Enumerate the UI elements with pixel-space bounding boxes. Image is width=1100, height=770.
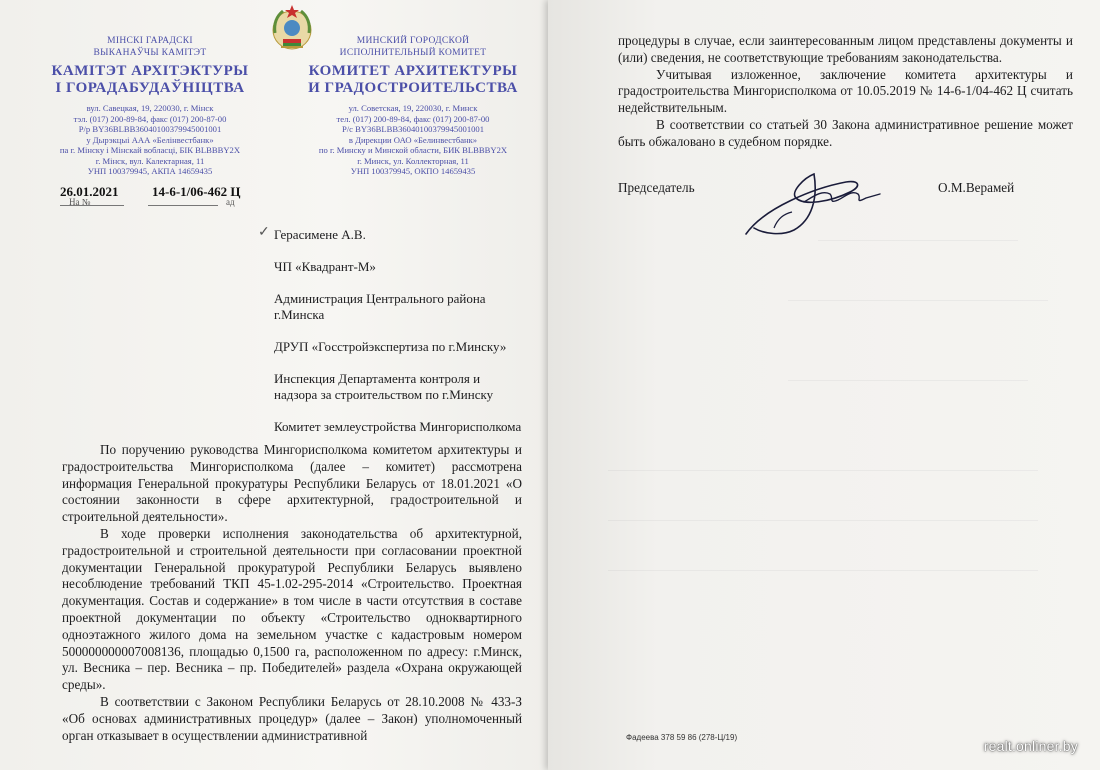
reference-date-label: ад: [226, 197, 235, 207]
letterhead-by-detail: у Дырэкцыі ААА «Белінвестбанк»: [86, 134, 214, 145]
letterhead-by-line1: МІНСКІ ГАРАДСКІ: [107, 36, 193, 46]
recipient: ДРУП «Госстройэкспертиза по г.Минску»: [274, 339, 507, 354]
letterhead-ru-detail: по г. Минску и Минской области, БИК BLBBBY2X: [318, 145, 508, 155]
letter-number: 14-6-1/06-462 Ц: [152, 184, 241, 199]
letterhead-by-title2: І ГОРАДАБУДАЎНІЦТВА: [55, 80, 245, 96]
letterhead-russian: [288, 36, 538, 177]
letterhead-by-detail: па г. Мінску і Мінскай вобласці, БІК BLBBBY2X: [59, 145, 241, 155]
body-paragraph: Учитывая изложенное, заключение комитета архитектуры и градостроительства Мингорисполкома от 10.05.2019 № 14-6-1/04-462 Ц считать недействительным.: [618, 66, 1073, 116]
check-mark-icon: ✓: [258, 225, 270, 240]
letterhead-by-detail: тэл. (017) 200-89-84, факс (017) 200-87-00: [73, 113, 227, 124]
letterhead-belarusian: [25, 36, 275, 177]
letterhead-ru-details: [288, 103, 538, 177]
recipient: Инспекция Департамента контроля и надзора за строительством по г.Минску: [274, 371, 494, 402]
letterhead-by-line2: ВЫКАНАЎЧЫ КАМІТЭТ: [93, 47, 207, 58]
recipient: ЧП «Квадрант-М»: [274, 259, 376, 274]
letter-body-page-2: [618, 33, 1073, 151]
reference-number-underline: [60, 205, 124, 206]
letterhead-ru-detail: ул. Советская, 19, 220030, г. Минск: [348, 103, 478, 113]
site-watermark: realt.onliner.by: [983, 738, 1078, 754]
reference-number-label: На №: [69, 197, 91, 207]
reference-date-underline: [148, 205, 218, 206]
recipient: Комитет землеустройства Мингорисполкома: [274, 419, 522, 434]
executor-reference: Фадеева 378 59 86 (278-Ц/19): [626, 733, 738, 742]
letterhead-ru-detail: УНП 100379945, ОКПО 14659435: [350, 166, 476, 176]
letterhead-ru-detail: тел. (017) 200-89-84, факс (017) 200-87-00: [336, 113, 490, 124]
letterhead-ru-detail: г. Минск, ул. Коллекторная, 11: [357, 155, 469, 166]
body-paragraph: В соответствии со статьей 30 Закона административное решение может быть обжаловано в судебном порядке.: [618, 116, 1073, 149]
handwritten-signature: [734, 168, 884, 240]
letterhead-by-details: [25, 103, 275, 177]
registration-line: [60, 184, 290, 200]
letterhead-ru-detail: в Дирекции ОАО «Белинвестбанк»: [348, 134, 478, 145]
recipient: Администрация Центрального района г.Минска: [274, 291, 486, 322]
body-paragraph: По поручению руководства Мингорисполкома комитетом архитектуры и градостроительства Мингорисполкома (далее – комитет) рассмотрена информация Генеральной прокуратуры Республики Беларусь от 18.01.2021 «О состоянии законности в сфере архитектурной, градостроительной и строительной деятельности».: [62, 442, 522, 525]
letterhead-by-detail: вул. Савецкая, 19, 220030, г. Мінск: [86, 103, 214, 113]
recipient: Герасимене А.В.: [274, 227, 366, 242]
signatory-name: О.М.Верамей: [938, 180, 1015, 195]
letterhead-ru-line2: ИСПОЛНИТЕЛЬНЫЙ КОМИТЕТ: [339, 47, 487, 58]
letterhead-by-detail: Р/р BY36BLBB36040100379945001001: [78, 124, 222, 134]
letter-body-page-1: [62, 442, 522, 744]
letterhead-ru-detail: Р/с BY36BLBB36040100379945001001: [341, 124, 485, 134]
letterhead-by-detail: г. Мінск, вул. Калектарная, 11: [95, 155, 205, 166]
body-paragraph: В соответствии с Законом Республики Беларусь от 28.10.2008 № 433-З «Об основах административных процедур» (далее – Закон) уполномоченный орган отказывает в осуществлении административной: [62, 693, 522, 743]
letterhead-by-detail: УНП 100379945, АКПА 14659435: [87, 166, 213, 176]
letter-date: 26.01.2021: [60, 184, 119, 199]
letterhead-ru-line1: МИНСКИЙ ГОРОДСКОЙ: [356, 36, 470, 46]
recipients-block: [274, 227, 524, 451]
letterhead-ru-title1: КОМИТЕТ АРХИТЕКТУРЫ: [308, 63, 518, 79]
body-paragraph: процедуры в случае, если заинтересованным лицом представлены документы и (или) сведения, не соответствующие требованиям законодательства.: [618, 33, 1073, 65]
signatory-title: Председатель: [618, 180, 695, 195]
letterhead-by-title1: КАМІТЭТ АРХІТЭКТУРЫ: [51, 63, 249, 79]
letterhead-ru-title2: И ГРАДОСТРОИТЕЛЬСТВА: [308, 80, 518, 96]
body-paragraph: В ходе проверки исполнения законодательства об архитектурной, градостроительной и строительной деятельности при согласовании проектной документации Генеральной прокуратурой Республики Беларусь выявлено несоблюдение требований ТКП 45-1.02-295-2014 «Строительство. Проектная документация. Состав и содержание» в том числе в части отсутствия в составе проектной документации по объекту «Строительство одноквартирного одноэтажного жилого дома на земельном участке с кадастровым номером 500000000007008136, площадью 0,1500 га, расположенном по адресу: г.Минск, ул. Весника – пер. Весника – пр. Победителей» раздела «Охрана окружающей среды».: [62, 525, 522, 693]
